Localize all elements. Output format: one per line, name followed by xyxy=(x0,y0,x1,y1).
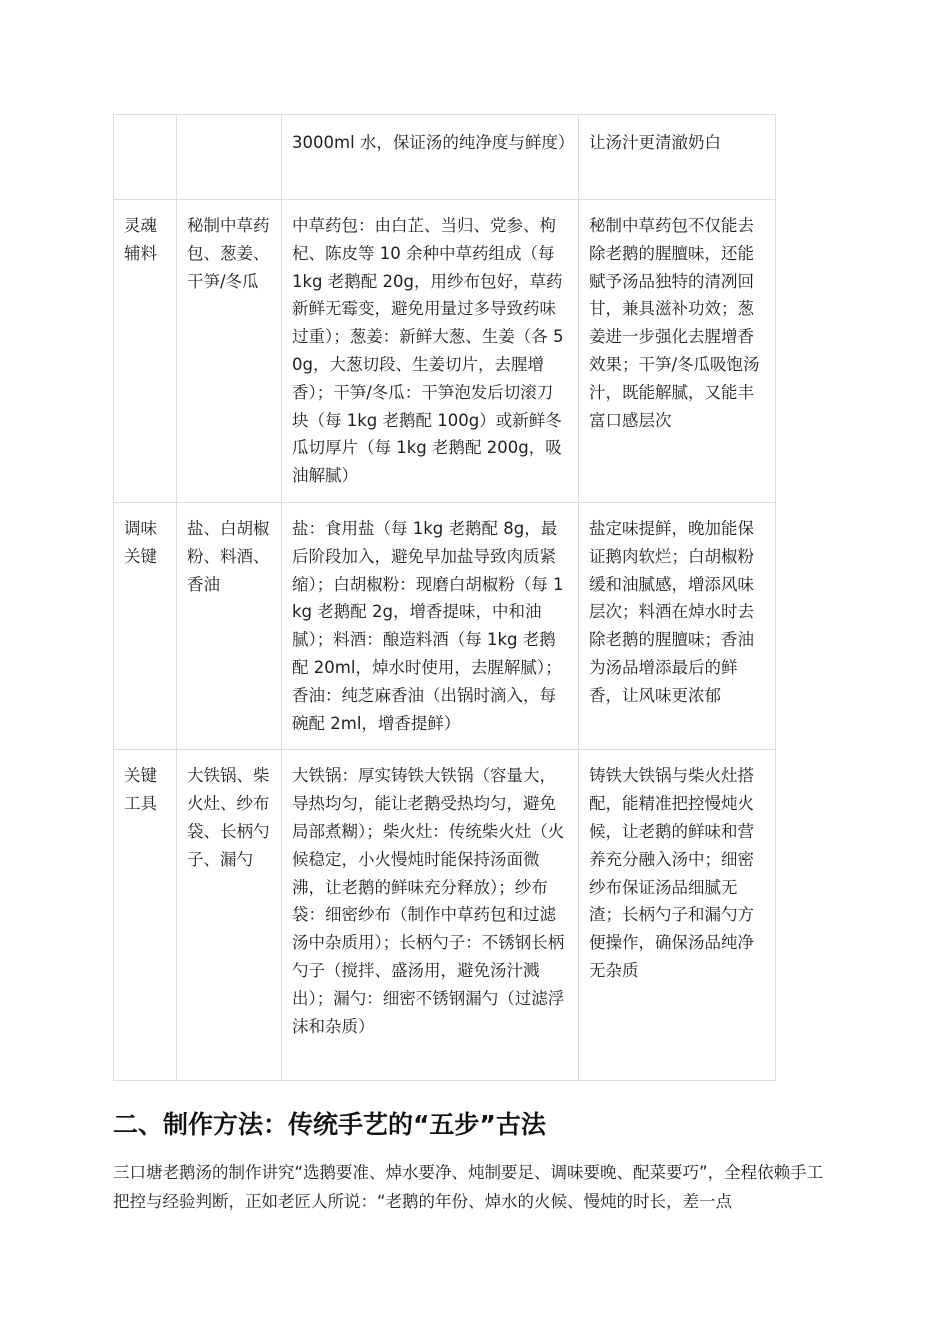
table-row xyxy=(114,200,776,503)
section-heading: 二、制作方法：传统手艺的“五步”古法 xyxy=(113,1110,546,1139)
items-cell: 大铁锅、柴火灶、纱布袋、长柄勺子、漏勺 xyxy=(177,750,282,1081)
items-cell: 盐、白胡椒粉、料酒、香油 xyxy=(177,503,282,750)
table-row xyxy=(114,750,776,1081)
table-row xyxy=(114,115,776,200)
items-cell: 秘制中草药包、葱姜、干笋/冬瓜 xyxy=(177,200,282,503)
intro-paragraph: 三口塘老鹅汤的制作讲究“选鹅要准、焯水要净、炖制要足、调味要晚、配菜要巧”，全程依赖手工把控与经验判断，正如老匠人所说：“老鹅的年份、焯水的火候、慢炖的时长，差一点 xyxy=(113,1163,824,1211)
details-cell: 盐：食用盐（每 1kg 老鹅配 8g，最后阶段加入，避免早加盐导致肉质紧缩）；白胡椒粉：现磨白胡椒粉（每 1kg 老鹅配 2g，增香提味，中和油腻）；料酒：酿造料酒（每 1kg 老鹅配 20ml，焯水时使用，去腥解腻）；香油：纯芝麻香油（出锅时滴入，每碗配 2ml，增香提鲜） xyxy=(282,503,579,750)
effect-cell: 盐定味提鲜，晚加能保证鹅肉软烂；白胡椒粉缓和油腻感，增添风味层次；料酒在焯水时去除老鹅的腥膻味；香油为汤品增添最后的鲜香，让风味更浓郁 xyxy=(579,503,776,750)
details-cell: 3000ml 水，保证汤的纯净度与鲜度） xyxy=(282,115,579,200)
category-cell xyxy=(114,115,177,200)
items-cell xyxy=(177,115,282,200)
category-cell: 调味关键 xyxy=(114,503,177,750)
effect-cell: 铸铁大铁锅与柴火灶搭配，能精准把控慢炖火候，让老鹅的鲜味和营养充分融入汤中；细密纱布保证汤品细腻无渣；长柄勺子和漏勺方便操作，确保汤品纯净无杂质 xyxy=(579,750,776,1081)
category-cell: 灵魂辅料 xyxy=(114,200,177,503)
category-cell: 关键工具 xyxy=(114,750,177,1081)
table-row xyxy=(114,503,776,750)
ingredients-table xyxy=(113,114,776,1081)
details-cell: 中草药包：由白芷、当归、党参、枸杞、陈皮等 10 余种中草药组成（每 1kg 老鹅配 20g，用纱布包好，草药新鲜无霉变，避免用量过多导致药味过重）；葱姜：新鲜大葱、生姜（各 50g，大葱切段、生姜切片，去腥增香）；干笋/冬瓜：干笋泡发后切滚刀块（每 1kg 老鹅配 100g）或新鲜冬瓜切厚片（每 1kg 老鹅配 200g，吸油解腻） xyxy=(282,200,579,503)
effect-cell: 让汤汁更清澈奶白 xyxy=(579,115,776,200)
effect-cell: 秘制中草药包不仅能去除老鹅的腥膻味，还能赋予汤品独特的清冽回甘，兼具滋补功效；葱姜进一步强化去腥增香效果；干笋/冬瓜吸饱汤汁，既能解腻，又能丰富口感层次 xyxy=(579,200,776,503)
details-cell: 大铁锅：厚实铸铁大铁锅（容量大，导热均匀，能让老鹅受热均匀，避免局部煮糊）；柴火灶：传统柴火灶（火候稳定，小火慢炖时能保持汤面微沸，让老鹅的鲜味充分释放）；纱布袋：细密纱布（制作中草药包和过滤汤中杂质用）；长柄勺子：不锈钢长柄勺子（搅拌、盛汤用，避免汤汁溅出）；漏勺：细密不锈钢漏勺（过滤浮沫和杂质） xyxy=(282,750,579,1081)
